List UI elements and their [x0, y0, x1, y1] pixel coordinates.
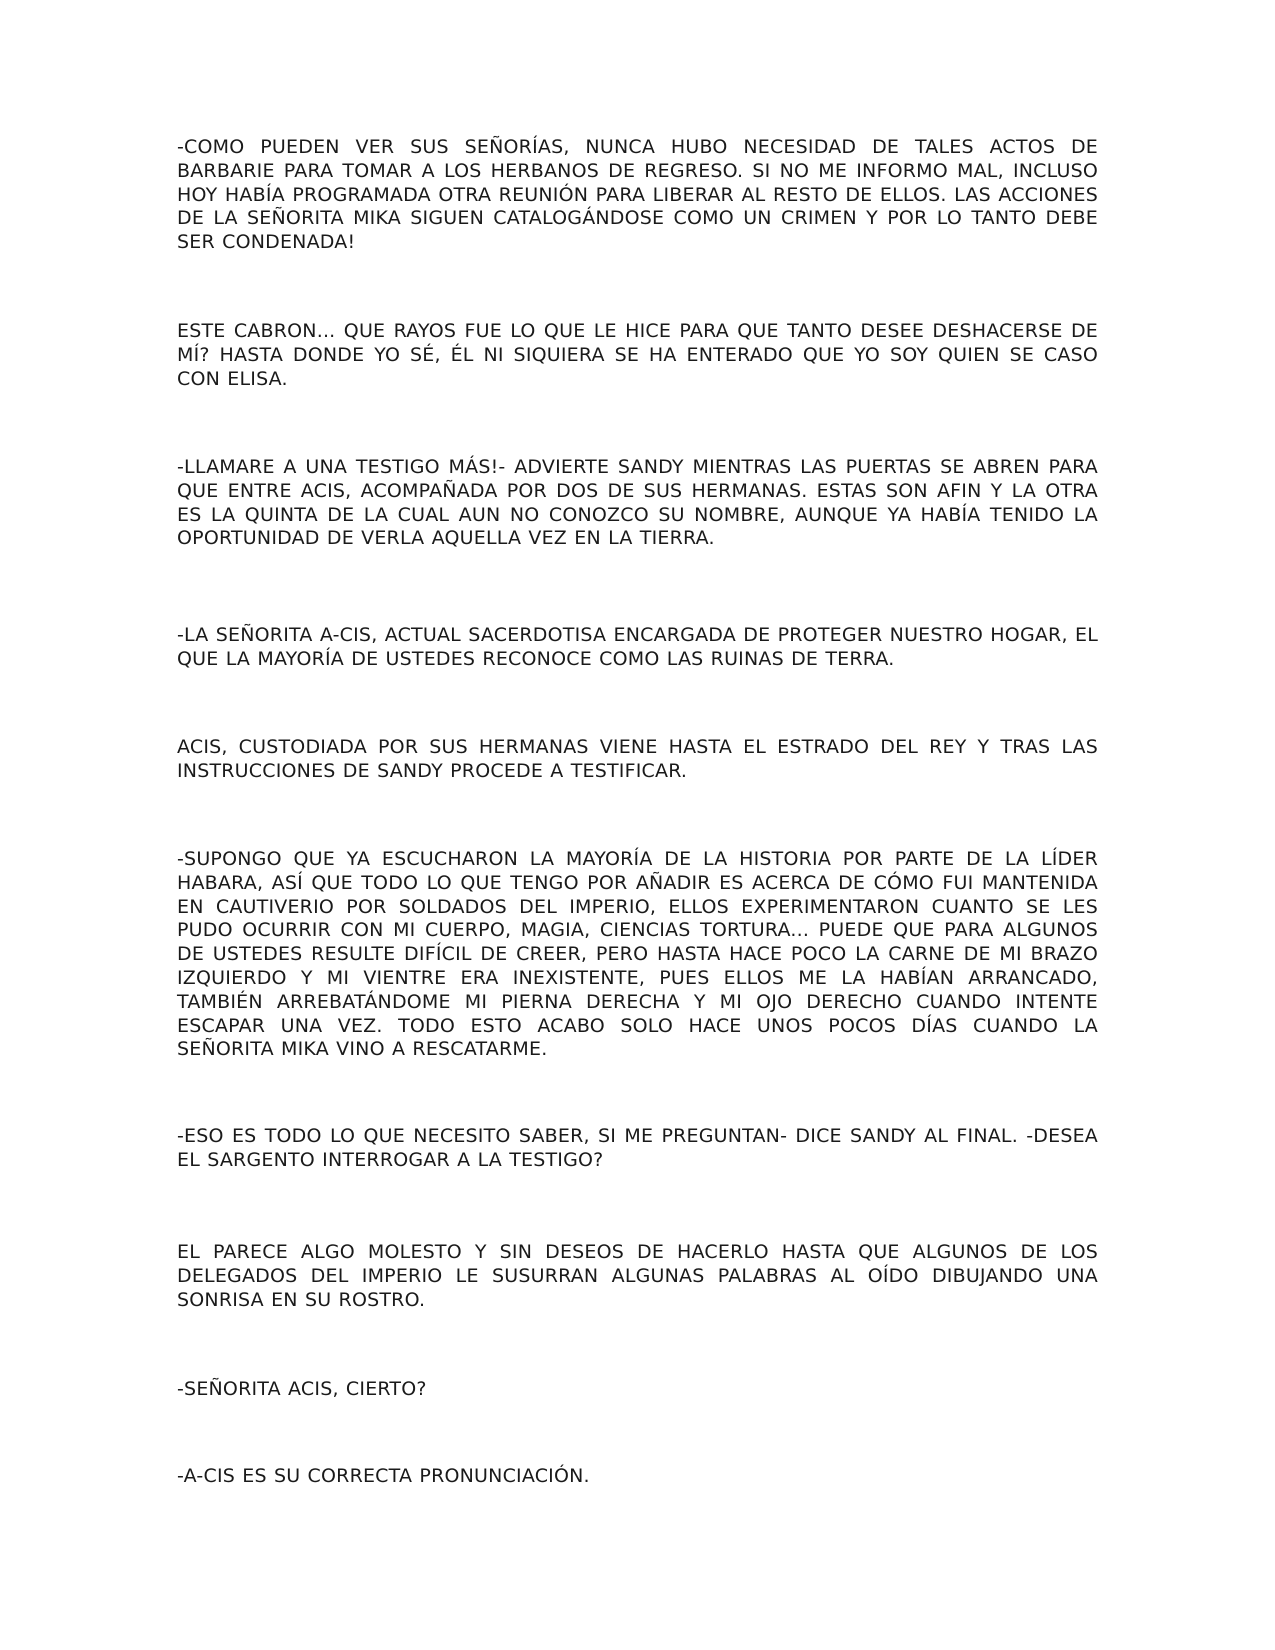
paragraph: -LA SEÑORITA A-CIS, ACTUAL SACERDOTISA ENCARGADA DE PROTEGER NUESTRO HOGAR, EL QUE LA MAYORÍA DE USTEDES RECONOCE COMO LAS RUINAS DE TERRA. — [177, 624, 1098, 670]
paragraph: -SEÑORITA ACIS, CIERTO? — [177, 1378, 427, 1400]
paragraph: ACIS, CUSTODIADA POR SUS HERMANAS VIENE HASTA EL ESTRADO DEL REY Y TRAS LAS INSTRUCCIONES DE SANDY PROCEDE A TESTIFICAR. — [177, 736, 1098, 782]
paragraph: -LLAMARE A UNA TESTIGO MÁS!- ADVIERTE SANDY MIENTRAS LAS PUERTAS SE ABREN PARA QUE ENTRE ACIS, ACOMPAÑADA POR DOS DE SUS HERMANAS. ESTAS SON AFIN Y LA OTRA ES LA QUINTA DE LA CUAL AUN NO CONOZCO SU NOMBRE, AUNQUE YA HABÍA TENIDO LA OPORTUNIDAD DE VERLA AQUELLA VEZ EN LA TIERRA. — [177, 456, 1098, 550]
document-page — [177, 0, 1098, 1650]
paragraph: -A-CIS ES SU CORRECTA PRONUNCIACIÓN. — [177, 1465, 590, 1487]
paragraph: -COMO PUEDEN VER SUS SEÑORÍAS, NUNCA HUBO NECESIDAD DE TALES ACTOS DE BARBARIE PARA TOMAR A LOS HERBANOS DE REGRESO. SI NO ME INFORMO MAL, INCLUSO HOY HABÍA PROGRAMADA OTRA REUNIÓN PARA LIBERAR AL RESTO DE ELLOS. LAS ACCIONES DE LA SEÑORITA MIKA SIGUEN CATALOGÁNDOSE COMO UN CRIMEN Y POR LO TANTO DEBE SER CONDENADA! — [177, 136, 1098, 254]
paragraph: -ESO ES TODO LO QUE NECESITO SABER, SI ME PREGUNTAN- DICE SANDY AL FINAL. -DESEA EL SARGENTO INTERROGAR A LA TESTIGO? — [177, 1125, 1098, 1171]
paragraph: -SUPONGO QUE YA ESCUCHARON LA MAYORÍA DE LA HISTORIA POR PARTE DE LA LÍDER HABARA, ASÍ QUE TODO LO QUE TENGO POR AÑADIR ES ACERCA DE CÓMO FUI MANTENIDA EN CAUTIVERIO POR SOLDADOS DEL IMPERIO, ELLOS EXPERIMENTARON CUANTO SE LES PUDO OCURRIR CON MI CUERPO, MAGIA, CIENCIAS TORTURA... PUEDE QUE PARA ALGUNOS DE USTEDES RESULTE DIFÍCIL DE CREER, PERO HASTA HACE POCO LA CARNE DE MI BRAZO IZQUIERDO Y MI VIENTRE ERA INEXISTENTE, PUES ELLOS ME LA HABÍAN ARRANCADO, TAMBIÉN ARREBATÁNDOME MI PIERNA DERECHA Y MI OJO DERECHO CUANDO INTENTE ESCAPAR UNA VEZ. TODO ESTO ACABO SOLO HACE UNOS POCOS DÍAS CUANDO LA SEÑORITA MIKA VINO A RESCATARME. — [177, 848, 1098, 1061]
paragraph: ESTE CABRON... QUE RAYOS FUE LO QUE LE HICE PARA QUE TANTO DESEE DESHACERSE DE MÍ? HASTA DONDE YO SÉ, ÉL NI SIQUIERA SE HA ENTERADO QUE YO SOY QUIEN SE CASO CON ELISA. — [177, 320, 1098, 390]
paragraph: EL PARECE ALGO MOLESTO Y SIN DESEOS DE HACERLO HASTA QUE ALGUNOS DE LOS DELEGADOS DEL IMPERIO LE SUSURRAN ALGUNAS PALABRAS AL OÍDO DIBUJANDO UNA SONRISA EN SU ROSTRO. — [177, 1241, 1098, 1311]
